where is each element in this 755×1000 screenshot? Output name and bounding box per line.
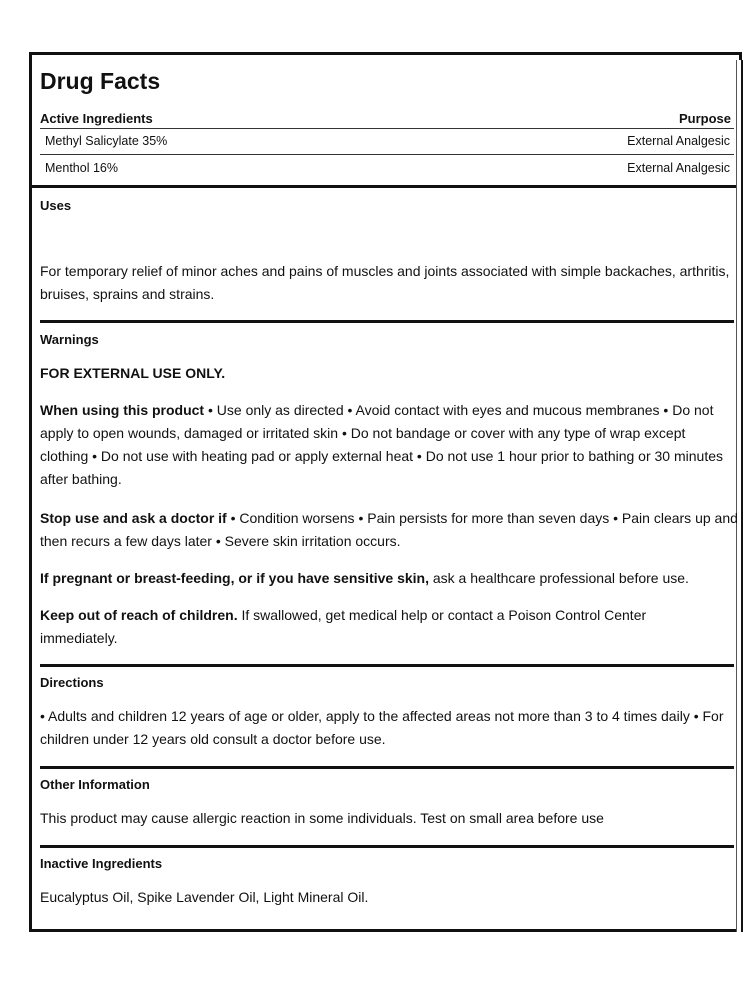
uses-heading: Uses: [40, 198, 72, 213]
keep-out-label: Keep out of reach of children.: [40, 607, 238, 623]
when-using-label: When using this product: [40, 402, 205, 418]
active-ingredient-2: Menthol 16%: [45, 161, 118, 175]
active-row-rule: [40, 154, 734, 155]
section-divider-directions: [40, 664, 734, 667]
purpose-heading: Purpose: [678, 111, 731, 126]
pregnant-label: If pregnant or breast-feeding, or if you have sensitive skin,: [40, 570, 429, 586]
inactive-ingredients-heading: Inactive Ingredients: [40, 856, 163, 871]
active-ingredients-heading: Active Ingredients: [40, 111, 153, 126]
other-information-heading: Other Information: [40, 777, 150, 792]
section-divider-other: [40, 766, 734, 769]
directions-heading: Directions: [40, 675, 104, 690]
section-divider-warnings: [40, 320, 734, 323]
purpose-1: External Analgesic: [627, 134, 730, 148]
section-divider-inactive: [40, 845, 734, 848]
purpose-2: External Analgesic: [627, 161, 730, 175]
section-divider-uses: [32, 185, 736, 188]
directions-text: • Adults and children 12 years of age or older, apply to the affected areas not more than 3 to 4 times daily • For children under 12 years old consult a doctor before use.: [40, 708, 724, 747]
keep-out-paragraph: [40, 604, 700, 650]
keep-out-text: If swallowed, get medical help or contact a Poison Control Center immediately.: [40, 607, 647, 646]
pregnant-text: ask a healthcare professional before use.: [428, 570, 689, 586]
stop-use-text: • Condition worsens • Pain persists for more than seven days • Pain clears up and then recurs a few days later • Severe skin irritation occurs.: [40, 510, 738, 549]
pregnant-paragraph: [40, 567, 740, 590]
panel-right-edge: [736, 60, 743, 932]
active-header-rule: [40, 128, 734, 129]
active-ingredient-1: Methyl Salicylate 35%: [45, 134, 168, 148]
stop-use-paragraph: [40, 507, 740, 553]
when-using-paragraph: [40, 399, 737, 491]
external-use-warning: FOR EXTERNAL USE ONLY.: [40, 365, 226, 381]
other-information-text: This product may cause allergic reaction in some individuals. Test on small area before use: [40, 810, 604, 826]
stop-use-label: Stop use and ask a doctor if: [40, 510, 227, 526]
when-using-text: • Use only as directed • Avoid contact with eyes and mucous membranes • Do not apply to open wounds, damaged or irritated skin • Do not bandage or cover with any type of wrap except clothing • Do not use with heating pad or apply external heat • Do not use 1 hour prior to bathing or 30 minutes after bathing.: [40, 402, 723, 487]
uses-text: For temporary relief of minor aches and pains of muscles and joints associated with simple backaches, arthritis, bruises, sprains and strains.: [40, 263, 730, 302]
warnings-heading: Warnings: [40, 332, 99, 347]
drug-facts-title: Drug Facts: [40, 68, 161, 94]
inactive-ingredients-text: Eucalyptus Oil, Spike Lavender Oil, Light Mineral Oil.: [40, 889, 369, 905]
drug-facts-panel: [29, 52, 742, 932]
